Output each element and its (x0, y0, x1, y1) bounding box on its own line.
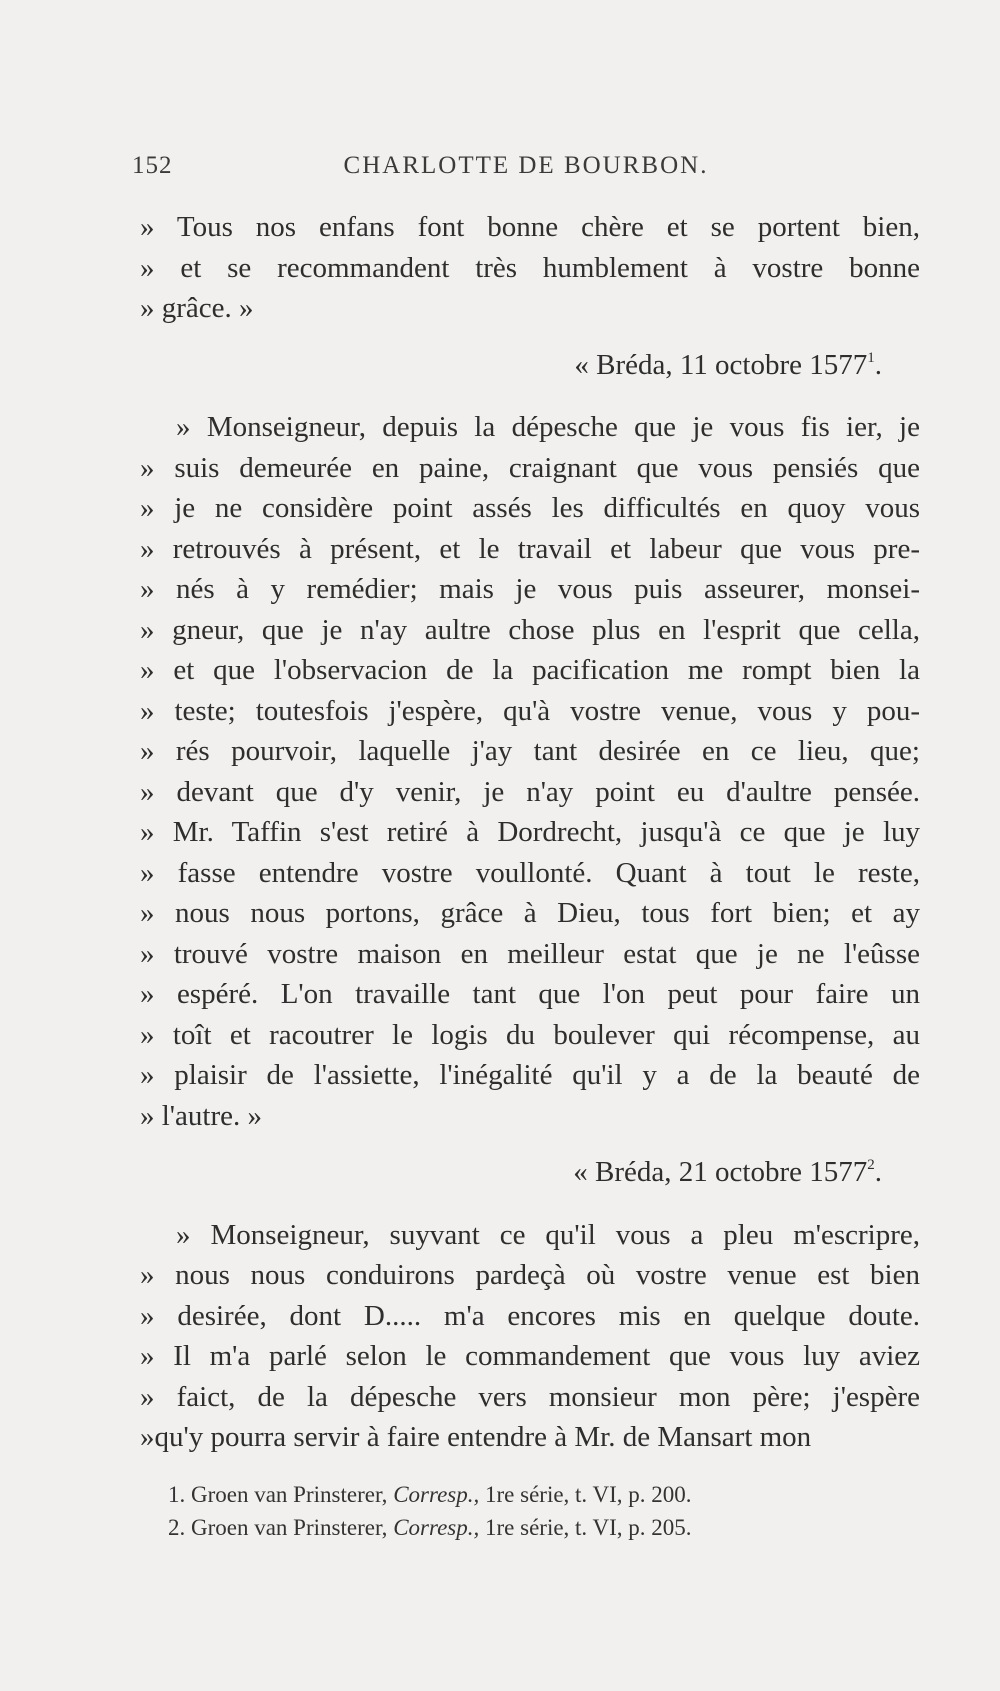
text-line: » devant que d'y venir, je n'ay point eu d'aultre pensée. (140, 775, 920, 808)
footnote-work: Corresp., (393, 1482, 480, 1507)
footnote-author: Groen van Prinsterer, (191, 1482, 388, 1507)
footnote-rest: série, t. VI, p. 205. (520, 1515, 692, 1540)
text-line: » toît et racoutrer le logis du boulever qui récompense, au (140, 1018, 920, 1051)
footnote-series: 1re (485, 1515, 515, 1540)
text-line: » Tous nos enfans font bonne chère et se portent bien, (140, 211, 920, 243)
dateline-end: . (874, 348, 882, 381)
footnote-ref: 1 (867, 349, 875, 366)
footnotes (168, 1478, 868, 1544)
letter-closing (140, 207, 920, 329)
letter-second (140, 407, 920, 1136)
dateline-second (140, 1152, 920, 1193)
text-line: » Mr. Taffin s'est retiré à Dordrecht, jusqu'à ce que je luy (140, 816, 920, 848)
footnote-series-wrap (485, 1515, 514, 1540)
text-line: » je ne considère point assés les difficultés en quoy vous (140, 492, 920, 524)
footnote-ref: 2 (867, 1157, 875, 1173)
text-line: » plaisir de l'assiette, l'inégalité qu'il y a de la beauté de (140, 1059, 920, 1091)
footnote-series: 1re (485, 1482, 515, 1507)
running-header (132, 152, 920, 192)
dateline-text: « Bréda, 21 octobre 1577 (573, 1156, 868, 1188)
footnote-1 (168, 1478, 868, 1511)
text-line: » rés pourvoir, laquelle j'ay tant desirée en ce lieu, que; (140, 735, 920, 767)
text-line: » suis demeurée en paine, craignant que vous pensiés que (140, 451, 920, 484)
page-number: 152 (132, 152, 173, 179)
text-line: » nés à y remédier; mais je vous puis asseurer, monsei- (140, 573, 920, 605)
dateline-first (140, 345, 920, 386)
text-line: » retrouvés à présent, et le travail et labeur que vous pre- (140, 532, 920, 565)
letter-third (140, 1215, 920, 1458)
footnote-work: Corresp., (393, 1515, 480, 1540)
text-line: » gneur, que je n'ay aultre chose plus en l'esprit que cella, (140, 613, 920, 646)
running-title: CHARLOTTE DE BOURBON. (343, 152, 709, 179)
footnote-number: 1. (168, 1482, 186, 1507)
footnote-number: 2. (168, 1515, 186, 1540)
text-line: » Il m'a parlé selon le commandement que vous luy aviez (140, 1340, 920, 1372)
footnote-author: Groen van Prinsterer, (191, 1515, 388, 1540)
text-line: » l'autre. » (140, 1099, 262, 1132)
footnote-2 (168, 1511, 868, 1544)
text-line: » Monseigneur, suyvant ce qu'il vous a pleu m'escripre, (176, 1218, 920, 1251)
text-line: »qu'y pourra servir à faire entendre à Mr. de Mansart mon (140, 1421, 812, 1453)
dateline-text: « Bréda, 11 octobre 1577 (574, 348, 868, 381)
text-line: » et que l'observacion de la pacification me rompt bien la (140, 654, 920, 686)
text-line: » nous nous portons, grâce à Dieu, tous fort bien; et ay (140, 897, 920, 929)
dateline-end: . (874, 1156, 882, 1188)
text-line: » nous nous conduirons pardeçà où vostre venue est bien (140, 1259, 920, 1291)
text-line: » espéré. L'on travaille tant que l'on peut pour faire un (140, 978, 920, 1010)
text-line: » Monseigneur, depuis la dépesche que je vous fis ier, je (176, 411, 920, 443)
text-line: » fasse entendre vostre voullonté. Quant à tout le reste, (140, 856, 920, 889)
text-line: » desirée, dont D..... m'a encores mis en quelque doute. (140, 1299, 920, 1332)
text-line: » grâce. » (140, 292, 254, 324)
footnote-rest: série, t. VI, p. 200. (520, 1482, 692, 1507)
text-line: » trouvé vostre maison en meilleur estat que je ne l'eûsse (140, 937, 920, 970)
text-line: » et se recommandent très humblement à vostre bonne (140, 251, 920, 284)
body-text (140, 207, 920, 1458)
text-line: » teste; toutesfois j'espère, qu'à vostre venue, vous y pou- (140, 694, 920, 727)
footnote-series-wrap (485, 1482, 514, 1507)
text-line: » faict, de la dépesche vers monsieur mon père; j'espère (140, 1380, 920, 1413)
